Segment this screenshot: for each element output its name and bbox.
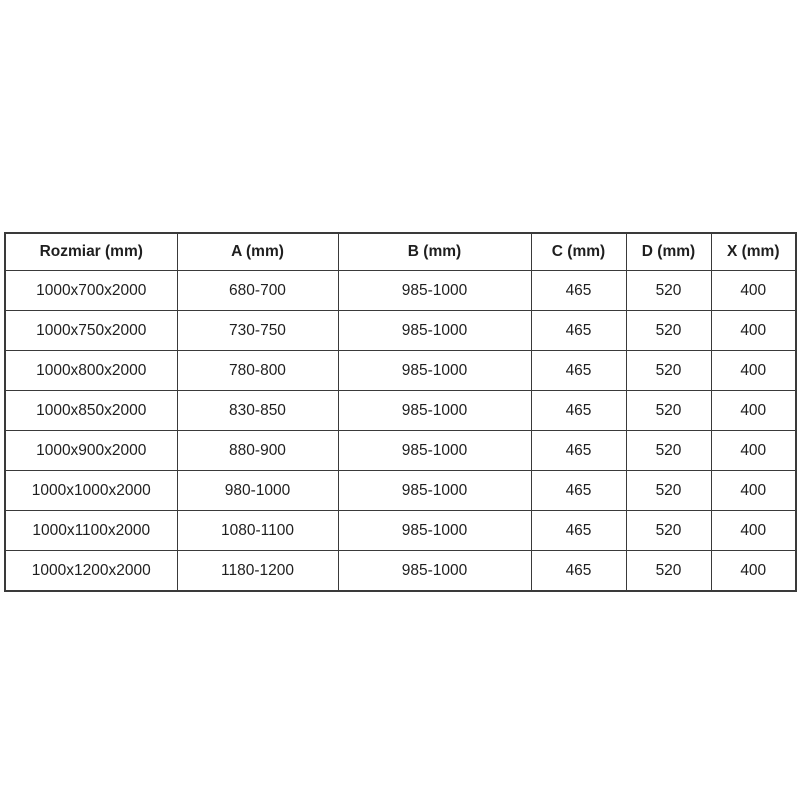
table-cell-size: 1000x1100x2000 <box>5 511 177 551</box>
table-cell-b: 985-1000 <box>338 391 531 431</box>
column-header-a: A (mm) <box>177 233 338 271</box>
table-cell-size: 1000x900x2000 <box>5 431 177 471</box>
header-row <box>5 233 796 271</box>
table-cell-size: 1000x1200x2000 <box>5 551 177 592</box>
table-cell-d: 520 <box>626 431 711 471</box>
table-cell-a: 730-750 <box>177 311 338 351</box>
table-cell-x: 400 <box>711 431 796 471</box>
table-cell-c: 465 <box>531 471 626 511</box>
table-cell-x: 400 <box>711 271 796 311</box>
table-row <box>5 551 796 592</box>
table-cell-b: 985-1000 <box>338 551 531 592</box>
table-cell-c: 465 <box>531 431 626 471</box>
table-cell-size: 1000x800x2000 <box>5 351 177 391</box>
table-cell-x: 400 <box>711 471 796 511</box>
table-row <box>5 391 796 431</box>
table-cell-b: 985-1000 <box>338 311 531 351</box>
table-cell-b: 985-1000 <box>338 351 531 391</box>
table-cell-a: 1080-1100 <box>177 511 338 551</box>
table-cell-b: 985-1000 <box>338 471 531 511</box>
table-cell-a: 680-700 <box>177 271 338 311</box>
table-cell-size: 1000x700x2000 <box>5 271 177 311</box>
column-header-c: C (mm) <box>531 233 626 271</box>
table-row <box>5 311 796 351</box>
table-row <box>5 351 796 391</box>
table-cell-d: 520 <box>626 511 711 551</box>
table-body <box>5 271 796 592</box>
table-cell-size: 1000x750x2000 <box>5 311 177 351</box>
table-cell-x: 400 <box>711 311 796 351</box>
table-cell-x: 400 <box>711 551 796 592</box>
table-cell-b: 985-1000 <box>338 511 531 551</box>
table-cell-a: 780-800 <box>177 351 338 391</box>
column-header-b: B (mm) <box>338 233 531 271</box>
table-cell-x: 400 <box>711 511 796 551</box>
table-row <box>5 271 796 311</box>
table-cell-a: 980-1000 <box>177 471 338 511</box>
column-header-d: D (mm) <box>626 233 711 271</box>
table-cell-a: 1180-1200 <box>177 551 338 592</box>
table-cell-d: 520 <box>626 311 711 351</box>
dimensions-table <box>4 232 797 592</box>
table-row <box>5 511 796 551</box>
table-cell-size: 1000x850x2000 <box>5 391 177 431</box>
table-cell-d: 520 <box>626 471 711 511</box>
table-cell-c: 465 <box>531 551 626 592</box>
table-cell-x: 400 <box>711 391 796 431</box>
column-header-x: X (mm) <box>711 233 796 271</box>
table-cell-d: 520 <box>626 351 711 391</box>
table-cell-d: 520 <box>626 391 711 431</box>
table-cell-b: 985-1000 <box>338 271 531 311</box>
table-cell-a: 830-850 <box>177 391 338 431</box>
table-cell-c: 465 <box>531 311 626 351</box>
table-cell-a: 880-900 <box>177 431 338 471</box>
table-cell-c: 465 <box>531 271 626 311</box>
table-cell-d: 520 <box>626 271 711 311</box>
table-cell-c: 465 <box>531 391 626 431</box>
table-cell-b: 985-1000 <box>338 431 531 471</box>
table-header <box>5 233 796 271</box>
table-cell-size: 1000x1000x2000 <box>5 471 177 511</box>
table-cell-d: 520 <box>626 551 711 592</box>
table-cell-c: 465 <box>531 351 626 391</box>
table-cell-c: 465 <box>531 511 626 551</box>
column-header-rozmiar: Rozmiar (mm) <box>5 233 177 271</box>
table-cell-x: 400 <box>711 351 796 391</box>
table-row <box>5 431 796 471</box>
table-row <box>5 471 796 511</box>
